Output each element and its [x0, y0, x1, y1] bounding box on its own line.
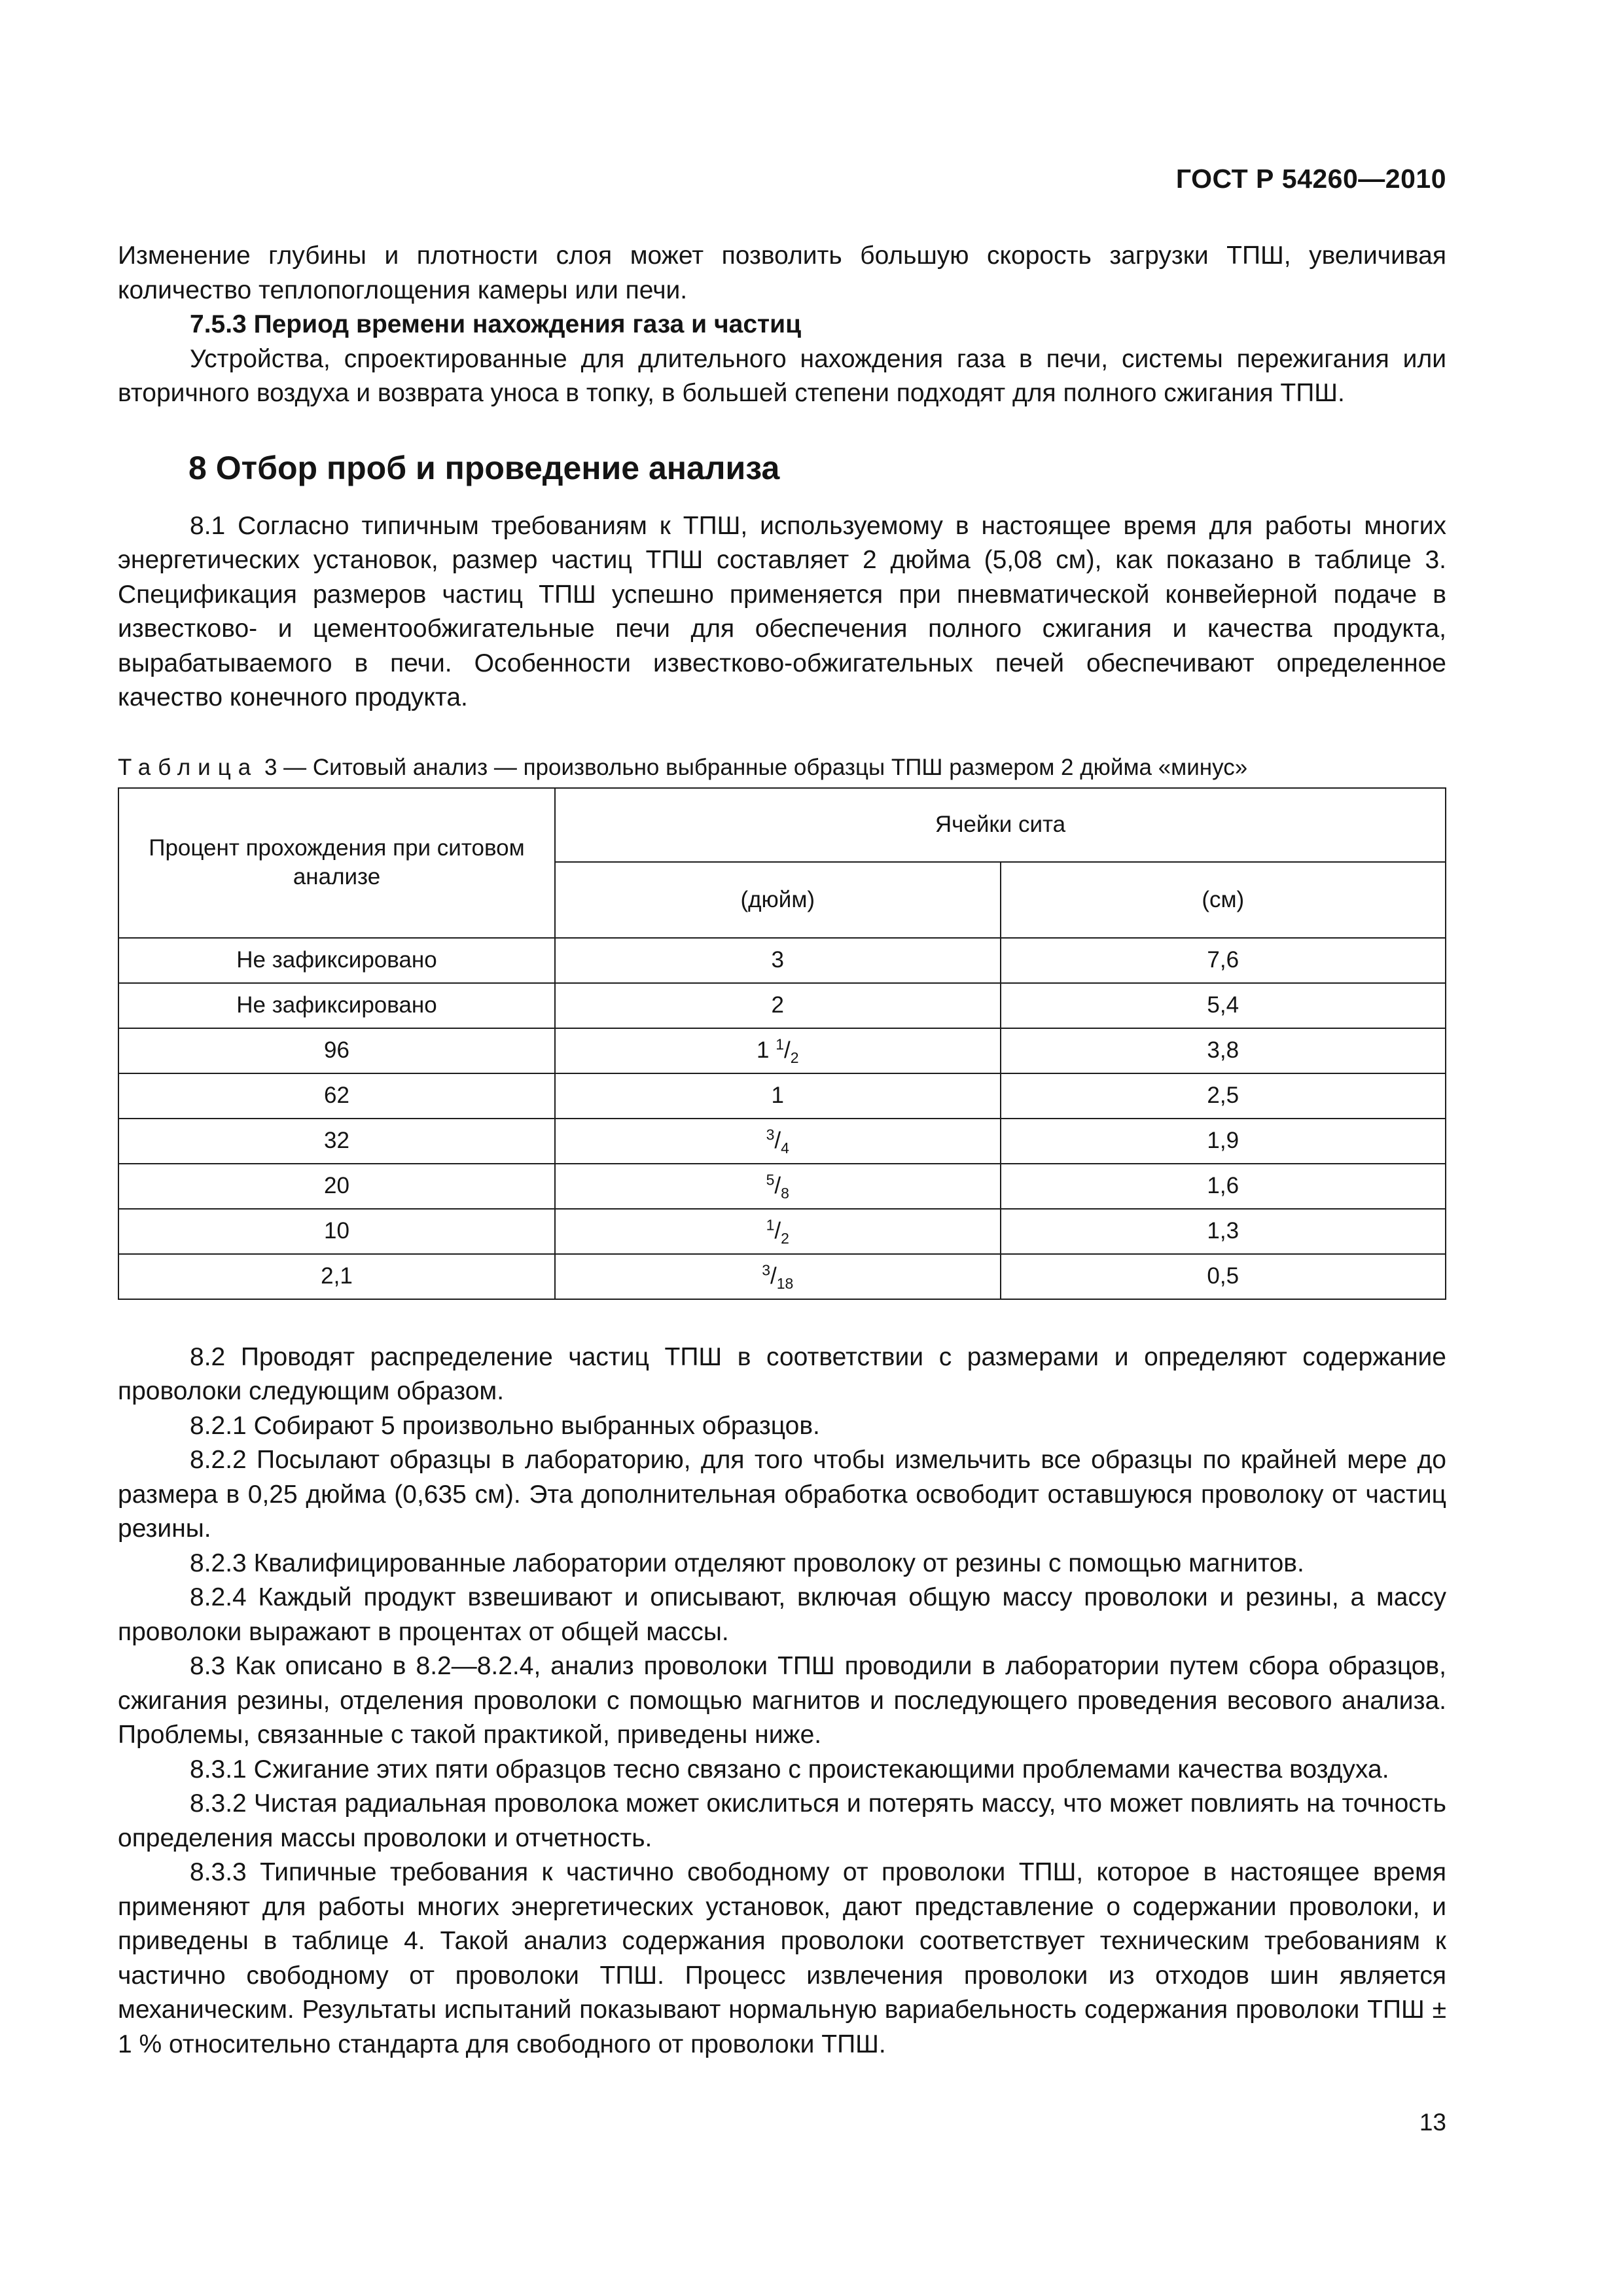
cell-cm: 5,4 — [1001, 983, 1446, 1028]
cell-inch — [555, 983, 1001, 1028]
cell-inch — [555, 1164, 1001, 1209]
fraction-slash: / — [770, 1263, 777, 1289]
inch-value — [772, 1083, 784, 1108]
table-col-inch-header: (дюйм) — [555, 862, 1001, 938]
table-col-cm-header: (см) — [1001, 862, 1446, 938]
document-page — [118, 0, 1446, 2296]
inch-numerator: 1 — [776, 1035, 784, 1053]
table-body — [118, 938, 1446, 1299]
fraction-slash: / — [774, 1218, 781, 1244]
cell-inch — [555, 1119, 1001, 1164]
table-caption-text: 3 — Ситовый анализ — произвольно выбранные образцы ТПШ размером 2 дюйма «минус» — [264, 754, 1248, 780]
cell-inch — [555, 938, 1001, 983]
cell-percent: 20 — [118, 1164, 555, 1209]
paragraph-8-2-1: 8.2.1 Собирают 5 произвольно выбранных образцов. — [190, 1411, 820, 1440]
cell-percent: 10 — [118, 1209, 555, 1254]
sieve-analysis-table — [118, 787, 1446, 1300]
paragraph-8-3-2: 8.3.2 Чистая радиальная проволока может окислиться и потерять массу, что может повлиять на точность определения массы проволоки и отчетность. — [118, 1789, 1446, 1852]
cell-percent: 62 — [118, 1073, 555, 1119]
paragraph-8-3-3: 8.3.3 Типичные требования к частично свободному от проволоки ТПШ, которое в настоящее время применяют для работы многих энергетических установок, дают представление о содержании проволоки, и приведены в таблице 4. Такой анализ содержания проволоки соответствует техническим требованиям к частично свободному от проволоки ТПШ. Процесс извлечения проволоки из отходов шин является механическим. Результаты испытаний показывают нормальную вариабельность содержания проволоки ТПШ ± 1 % относительно стандарта для свободного от проволоки ТПШ. — [118, 1858, 1446, 2058]
cell-percent: 32 — [118, 1119, 555, 1164]
section-title-8: 8 Отбор проб и проведение анализа — [188, 449, 780, 486]
inch-value — [772, 947, 784, 973]
subsection-heading-7-5-3: 7.5.3 Период времени нахождения газа и частиц — [190, 310, 802, 338]
inch-whole: 1 — [771, 1083, 784, 1108]
inch-numerator: 1 — [766, 1216, 775, 1234]
paragraph-intro: Изменение глубины и плотности слоя может позволить большую скорость загрузки ТПШ, увеличивая количество теплопоглощения камеры или печи. — [118, 242, 1446, 304]
inch-value — [766, 1216, 789, 1247]
inch-denominator: 8 — [781, 1185, 789, 1202]
inch-whole: 3 — [771, 947, 784, 973]
paragraph-8-2-4: 8.2.4 Каждый продукт взвешивают и описывают, включая общую массу проволоки и резины, а массу проволоки выражают в процентах от общей массы. — [118, 1583, 1446, 1646]
inch-value — [762, 1261, 794, 1292]
inch-value — [766, 1171, 789, 1202]
table-row — [118, 1209, 1446, 1254]
inch-denominator: 18 — [776, 1275, 794, 1292]
document-header-id: ГОСТ Р 54260—2010 — [1175, 164, 1446, 194]
cell-inch — [555, 1254, 1001, 1299]
table-group-header: Ячейки сита — [555, 788, 1446, 862]
table-row — [118, 1073, 1446, 1119]
table-stub-header: Процент прохождения при ситовом анализе — [118, 788, 555, 938]
paragraphs-after-table — [118, 1340, 1446, 2062]
inch-value — [766, 1126, 789, 1157]
cell-cm: 1,9 — [1001, 1119, 1446, 1164]
cell-percent: Не зафиксировано — [118, 983, 555, 1028]
inch-denominator: 4 — [781, 1139, 789, 1157]
cell-percent: 2,1 — [118, 1254, 555, 1299]
fraction-slash: / — [774, 1173, 781, 1198]
cell-cm: 1,6 — [1001, 1164, 1446, 1209]
paragraph-8-2: 8.2 Проводят распределение частиц ТПШ в соответствии с размерами и определяют содержание проволоки следующим образом. — [118, 1342, 1446, 1405]
inch-value — [772, 992, 784, 1018]
table-row — [118, 983, 1446, 1028]
paragraph-8-3: 8.3 Как описано в 8.2—8.2.4, анализ проволоки ТПШ проводили в лаборатории путем сбора образцов, сжигания резины, отделения проволоки с помощью магнитов и последующего проведения весового анализа. Проблемы, связанные с такой практикой, приведены ниже. — [118, 1652, 1446, 1749]
cell-percent: Не зафиксировано — [118, 938, 555, 983]
cell-cm: 3,8 — [1001, 1028, 1446, 1073]
paragraph-8-1: 8.1 Согласно типичным требованиям к ТПШ, используемому в настоящее время для работы многих энергетических установок, размер частиц ТПШ составляет 2 дюйма (5,08 см), как показано в таблице 3. Спецификация размеров частиц ТПШ успешно применяется при пневматической конвейерной подаче в известково- и цементообжигательные печи для обеспечения полного сжигания и качества продукта, вырабатываемого в печи. Особенности известково-обжигательных печей обеспечивают определенное качество конечного продукта. — [118, 511, 1446, 711]
document-body — [118, 239, 1446, 2062]
table-caption — [118, 753, 1446, 782]
inch-numerator: 5 — [766, 1171, 775, 1189]
cell-cm: 1,3 — [1001, 1209, 1446, 1254]
inch-denominator: 2 — [781, 1230, 789, 1247]
table-row — [118, 1028, 1446, 1073]
cell-cm: 0,5 — [1001, 1254, 1446, 1299]
inch-whole: 2 — [771, 992, 784, 1018]
cell-percent: 96 — [118, 1028, 555, 1073]
inch-value — [756, 1035, 799, 1066]
table-row — [118, 1119, 1446, 1164]
paragraph-8-2-2: 8.2.2 Посылают образцы в лабораторию, для того чтобы измельчить все образцы по крайней мере до размера в 0,25 дюйма (0,635 см). Эта дополнительная обработка освободит оставшуюся проволоку от частиц резины. — [118, 1446, 1446, 1543]
table-caption-label: Таблица — [118, 754, 259, 780]
paragraph-8-3-1: 8.3.1 Сжигание этих пяти образцов тесно связано с проистекающими проблемами качества воздуха. — [190, 1755, 1389, 1784]
cell-inch — [555, 1209, 1001, 1254]
fraction-slash: / — [774, 1128, 781, 1153]
cell-inch — [555, 1028, 1001, 1073]
inch-denominator: 2 — [790, 1049, 799, 1066]
inch-numerator: 3 — [766, 1126, 775, 1143]
table-row — [118, 1254, 1446, 1299]
cell-cm: 2,5 — [1001, 1073, 1446, 1119]
inch-numerator: 3 — [762, 1261, 770, 1279]
table-row — [118, 938, 1446, 983]
paragraph-8-2-3: 8.2.3 Квалифицированные лаборатории отделяют проволоку от резины с помощью магнитов. — [190, 1549, 1304, 1577]
cell-cm: 7,6 — [1001, 938, 1446, 983]
inch-whole: 1 — [756, 1037, 776, 1063]
cell-inch — [555, 1073, 1001, 1119]
fraction-slash: / — [783, 1037, 791, 1063]
page-number: 13 — [1419, 2109, 1446, 2136]
paragraph-7-5-3: Устройства, спроектированные для длительного нахождения газа в печи, системы пережигания или вторичного воздуха и возврата уноса в топку, в большей степени подходят для полного сжигания ТПШ. — [118, 344, 1446, 407]
table-row — [118, 1164, 1446, 1209]
